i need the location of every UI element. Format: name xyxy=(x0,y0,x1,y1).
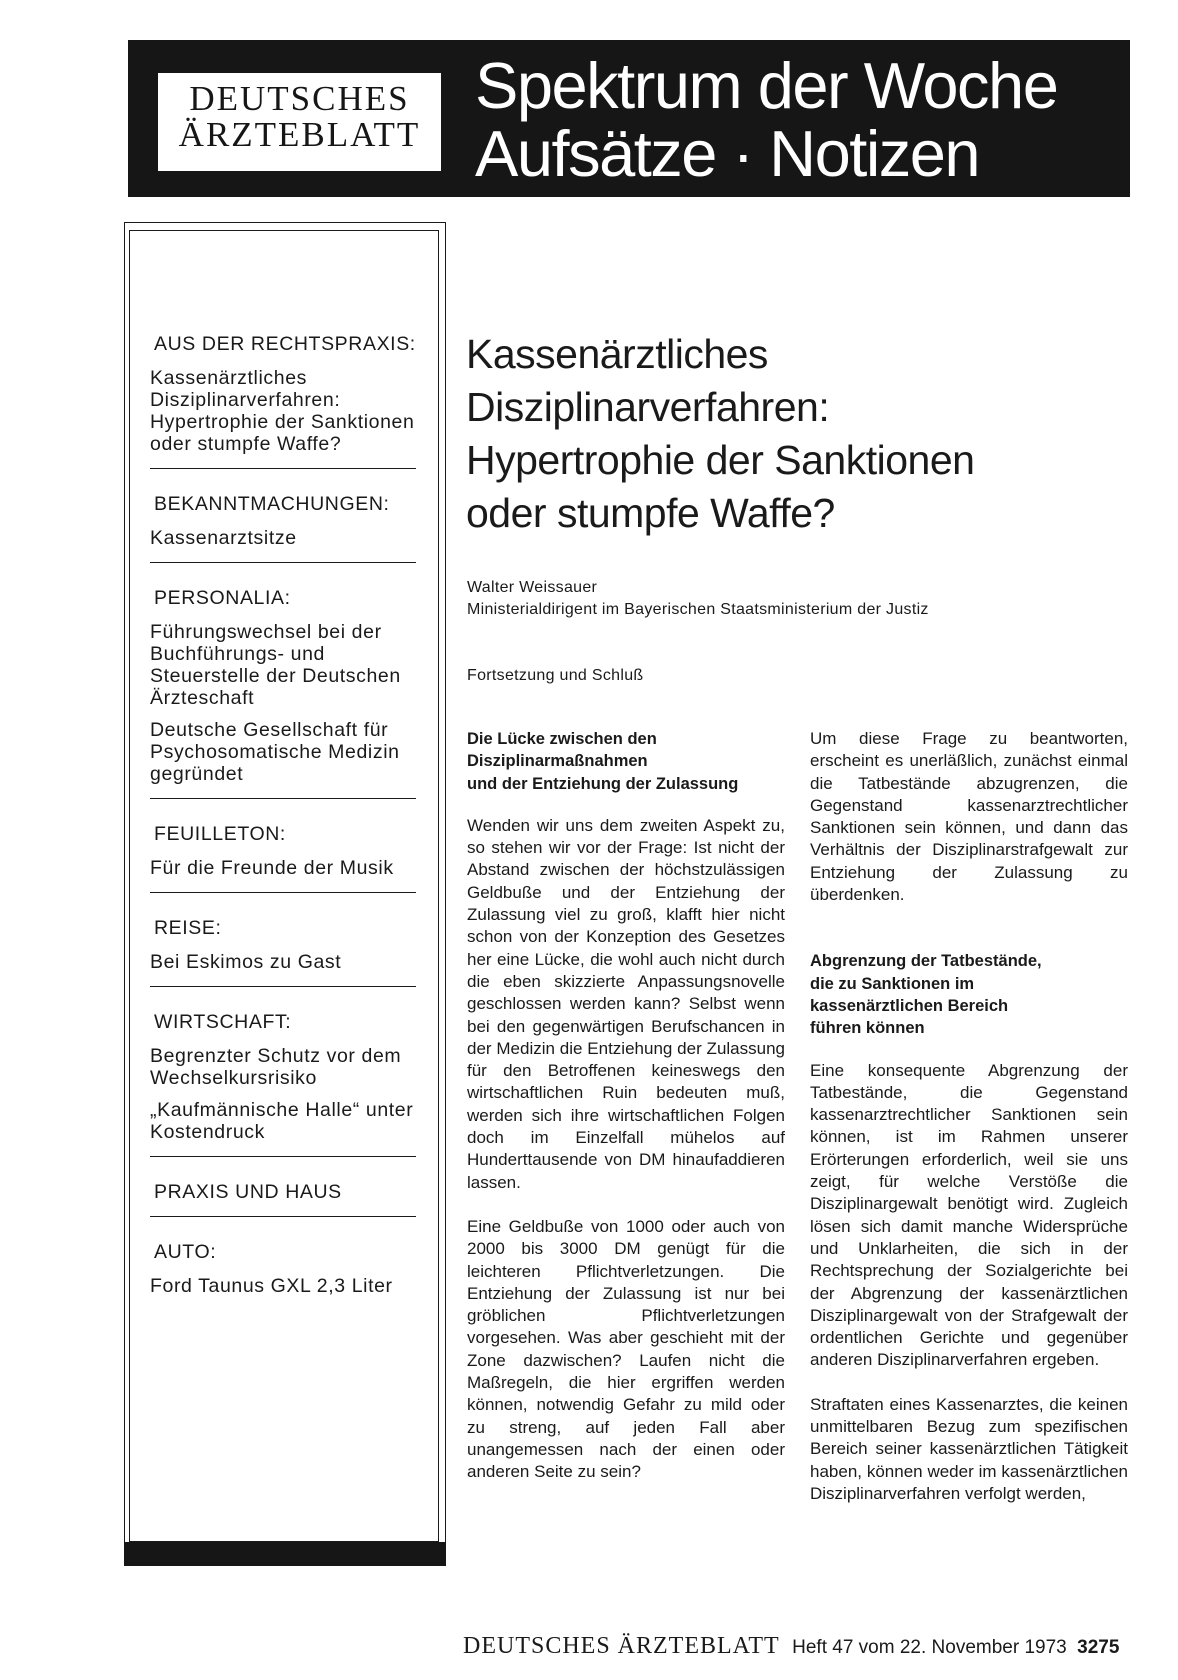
toc-section xyxy=(150,1181,416,1203)
toc-section xyxy=(150,1241,416,1297)
toc-section-title: REISE: xyxy=(154,917,222,939)
toc-entry[interactable]: Bei Eskimos zu Gast xyxy=(150,951,342,973)
journal-logo xyxy=(158,73,441,171)
toc-section xyxy=(150,493,416,549)
subheading-line: die zu Sanktionen im xyxy=(810,974,975,993)
subheading-line: führen können xyxy=(810,1019,925,1038)
headline-line: Disziplinarverfahren: xyxy=(466,384,830,430)
subheading-line: kassenärztlichen Bereich xyxy=(810,996,1009,1015)
toc-section-title: PERSONALIA: xyxy=(154,587,291,609)
section-title-line-1: Spektrum der Woche xyxy=(475,49,1058,122)
article-column-2 xyxy=(810,728,1128,1527)
page-footer xyxy=(463,1633,1119,1660)
toc-section xyxy=(150,1011,416,1143)
toc-section-title: AUS DER RECHTSPRAXIS: xyxy=(154,333,416,355)
toc-entry[interactable]: Führungswechsel bei der Buchführungs- und Steuerstelle der Deutschen Ärzteschaft xyxy=(150,621,401,709)
toc-divider xyxy=(150,892,416,893)
subheading-line: Disziplinarmaßnahmen xyxy=(467,752,648,771)
footer-publication: DEUTSCHES ÄRZTEBLATT xyxy=(463,1633,780,1659)
logo-line-1: DEUTSCHES xyxy=(189,79,410,118)
subheading xyxy=(810,950,1128,1039)
section-title xyxy=(475,49,1058,190)
body-paragraph: Wenden wir uns dem zweiten Aspekt zu, so stehen wir vor der Frage: Ist nicht der Abstand zwischen der höchstzulässigen Geldbuße und der Entziehung der Zulassung viel zu groß, klafft hier nicht schon von der Konzeption des Gesetzes her eine Lücke, die wohl auch nicht durch die eben skizzierte Anpassungsnovelle geschlossen werden kann? Selbst wenn bei den gegenwärtigen Berufschancen in der Medizin die Entziehung der Zulassung für den Betroffenen keineswegs den wirtschaftlichen Ruin bedeuten muß, werden sich ihre wirtschaftlichen Folgen doch im Einzelfall mühelos auf Hunderttausende von DM hinaufaddieren lassen. xyxy=(467,815,785,1192)
page-number: 3275 xyxy=(1077,1637,1120,1658)
section-title-line-2: Aufsätze · Notizen xyxy=(475,117,980,190)
toc-section-title: WIRTSCHAFT: xyxy=(154,1011,292,1033)
toc-entry[interactable]: Deutsche Gesellschaft für Psychosomatische Medizin gegründet xyxy=(150,719,400,785)
headline-line: Kassenärztliches xyxy=(466,331,768,377)
toc-section xyxy=(150,917,416,973)
subheading-line: und der Entziehung der Zulassung xyxy=(467,774,739,793)
toc-entry[interactable]: „Kaufmännische Halle“ unter Kostendruck xyxy=(150,1099,414,1143)
toc-divider xyxy=(150,986,416,987)
author-block xyxy=(467,577,929,621)
masthead xyxy=(128,40,1130,197)
toc-divider xyxy=(150,562,416,563)
author-name: Walter Weissauer xyxy=(467,579,598,596)
toc-entry[interactable]: Für die Freunde der Musik xyxy=(150,857,394,879)
continuation-note: Fortsetzung und Schluß xyxy=(467,667,644,684)
author-title: Ministerialdirigent im Bayerischen Staatsministerium der Justiz xyxy=(467,601,929,618)
headline-line: Hypertrophie der Sanktionen xyxy=(466,437,975,483)
body-paragraph: Eine konsequente Abgrenzung der Tatbestände, die Gegenstand kassenarztrechtlicher Sanktionen sein können, ist im Rahmen unserer Erörterungen erforderlich, weil sie uns zeigt, für welche Verstöße die Disziplinargewalt benötigt wird. Zugleich lösen sich damit manche Widersprüche und Unklarheiten, die sich in der Rechtsprechung der Sozialgerichte bei der Abgrenzung der kassenärztlichen Disziplinargewalt von der Strafgewalt der ordentlichen Gerichte und gegenüber anderen Disziplinarverfahren ergeben. xyxy=(810,1060,1128,1370)
toc-entry[interactable]: Begrenzter Schutz vor dem Wechselkursrisiko xyxy=(150,1045,402,1089)
toc-divider xyxy=(150,798,416,799)
toc-divider xyxy=(150,1156,416,1157)
footer-issue: Heft 47 vom 22. November 1973 xyxy=(792,1637,1067,1658)
headline-line: oder stumpfe Waffe? xyxy=(466,490,835,536)
toc-section xyxy=(150,587,416,785)
toc-section-title[interactable]: PRAXIS UND HAUS xyxy=(154,1181,342,1203)
body-paragraph: Straftaten eines Kassenarztes, die keinen unmittelbaren Bezug zum spezifischen Bereich seiner kassenärztlichen Tätigkeit haben, können weder im kassenärztlichen Disziplinarverfahren verfolgt werden, xyxy=(810,1394,1128,1503)
toc-section-title: AUTO: xyxy=(154,1241,217,1263)
body-paragraph: Eine Geldbuße von 1000 oder auch von 2000 bis 3000 DM genügt für die leichteren Pflichtverletzungen. Die Entziehung der Zulassung ist nur bei gröblichen Pflichtverletzungen vorgesehen. Was aber geschieht mit der Zone dazwischen? Laufen nicht die Maßregeln, die hier ergriffen werden können, notwendig Gefahr zu mild oder zu streng, auf jeden Fall aber unangemessen nach der einen oder anderen Seite zu sein? xyxy=(467,1216,785,1482)
article-headline xyxy=(466,328,1086,540)
toc-section xyxy=(150,823,416,879)
body-paragraph: Um diese Frage zu beantworten, erscheint es unerläßlich, zunächst einmal die Tatbestände abzugrenzen, die Gegenstand kassenarztrechtlicher Sanktionen sein können, und dann das Verhältnis der Disziplinarstrafgewalt zur Entziehung der Zulassung zu überdenken. xyxy=(810,729,1128,905)
toc-entry[interactable]: Kassenarztsitze xyxy=(150,527,297,549)
subheading xyxy=(467,728,785,795)
subheading-line: Abgrenzung der Tatbestände, xyxy=(810,952,1042,971)
toc-divider xyxy=(150,1216,416,1217)
table-of-contents xyxy=(150,333,416,1310)
logo-line-2: ÄRZTEBLATT xyxy=(178,115,421,154)
article-column-1 xyxy=(467,728,785,1506)
toc-entry[interactable]: Kassenärztliches Disziplinarverfahren: Hypertrophie der Sanktionen oder stumpfe Waffe? xyxy=(150,367,415,455)
toc-section-title: BEKANNTMACHUNGEN: xyxy=(154,493,390,515)
toc-section-title: FEUILLETON: xyxy=(154,823,286,845)
subheading-line: Die Lücke zwischen den xyxy=(467,730,657,748)
toc-section xyxy=(150,333,416,455)
sidebar-bottom-bar xyxy=(124,1542,446,1566)
toc-entry[interactable]: Ford Taunus GXL 2,3 Liter xyxy=(150,1275,393,1297)
toc-divider xyxy=(150,468,416,469)
